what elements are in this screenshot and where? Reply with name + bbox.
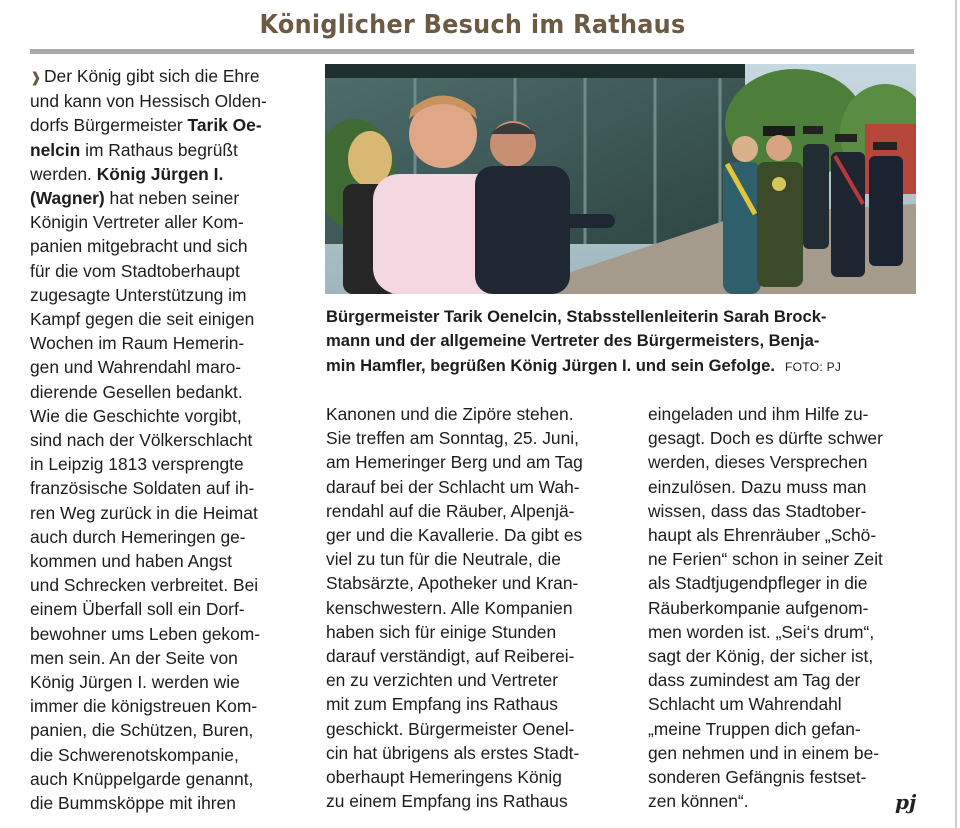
photo-credit: FOTO: PJ bbox=[785, 359, 842, 374]
headline-rule bbox=[30, 49, 914, 54]
name-highlight: (Wagner) bbox=[30, 188, 105, 209]
article-headline: Königlicher Besuch im Rathaus bbox=[259, 10, 686, 40]
article-column-1: ❱ Der König gibt sich die Ehre und kann von Hessisch Olden- dorfs Bürgermeister Tarik Oe- nelcin im Rathaus begrüßt werden. König Jürgen I. (Wagner) hat neben seiner Königin Vertreter aller Kom- panien mitgebracht und sich für die vom Stadtoberhaupt zugesagte Unterstützung im Kampf gegen die seit einigen Wochen im Raum Hemerin- gen und Wahrendahl maro- dierende Gesellen bedankt. Wie die Geschichte vorgibt, sind nach der Völkerschlacht in Leipzig 1813 versprengte französische Soldaten auf ih- ren Weg zurück in die Heimat auch durch Hemeringen ge- kommen und haben Angst und Schrecken verbreitet. Bei einem Überfall soll ein Dorf- bewohner ums Leben gekom- men sein. An der Seite von König Jürgen I. werden wie immer die königstreuen Kom- panien, die Schützen, Buren, die Schwerenotskompanie, auch Knüppelgarde genannt, die Bummsköppe mit ihren bbox=[30, 66, 267, 814]
photo-illustration bbox=[325, 64, 916, 294]
photo-caption: Bürgermeister Tarik Oenelcin, Stabsstellenleiterin Sarah Brock- mann und der allgemeine Vertreter des Bürgermeisters, Benja- min Hamfler, begrüßen König Jürgen I. und sein Gefolge. FOTO: PJ bbox=[326, 307, 842, 375]
page-edge-line bbox=[955, 0, 957, 828]
article-photo bbox=[325, 64, 916, 294]
article-column-3: eingeladen und ihm Hilfe zu- gesagt. Doch es dürfte schwer werden, dieses Versprechen einzulösen. Dazu muss man wissen, dass das Stadtober- haupt als Ehrenräuber „Schö- ne Ferien“ schon in seiner Zeit als Stadtjugendpfleger in die Räuberkompanie aufgenom- men worden ist. „Sei‘s drum“, sagt der König, der sicher ist, dass zumindest am Tag der Schlacht um Wahrendahl „meine Truppen dich gefan- gen nehmen und in einem be- sonderen Gefängnis festset- zen können“. bbox=[648, 404, 883, 812]
author-signature: pj bbox=[895, 790, 917, 814]
paragraph-marker-icon: ❱ bbox=[30, 69, 42, 85]
name-highlight: nelcin bbox=[30, 139, 81, 160]
name-highlight: Tarik Oe- bbox=[187, 115, 262, 136]
article-column-2: Kanonen und die Zipöre stehen. Sie treffen am Sonntag, 25. Juni, am Hemeringer Berg und am Tag darauf bei der Schlacht um Wah- rendahl auf die Räuber, Alpenjä- ger und die Kavallerie. Da gibt es viel zu tun für die Neutrale, die Stabsärzte, Apotheker und Kran- kenschwestern. Alle Kompanien haben sich für einige Stunden darauf verständigt, auf Reiberei- en zu verzichten und Vertreter mit zum Empfang ins Rathaus geschickt. Bürgermeister Oenel- cin hat übrigens als erstes Stadt- oberhaupt Hemeringens König zu einem Empfang ins Rathaus bbox=[326, 404, 583, 812]
name-highlight: König Jürgen I. bbox=[96, 163, 224, 184]
